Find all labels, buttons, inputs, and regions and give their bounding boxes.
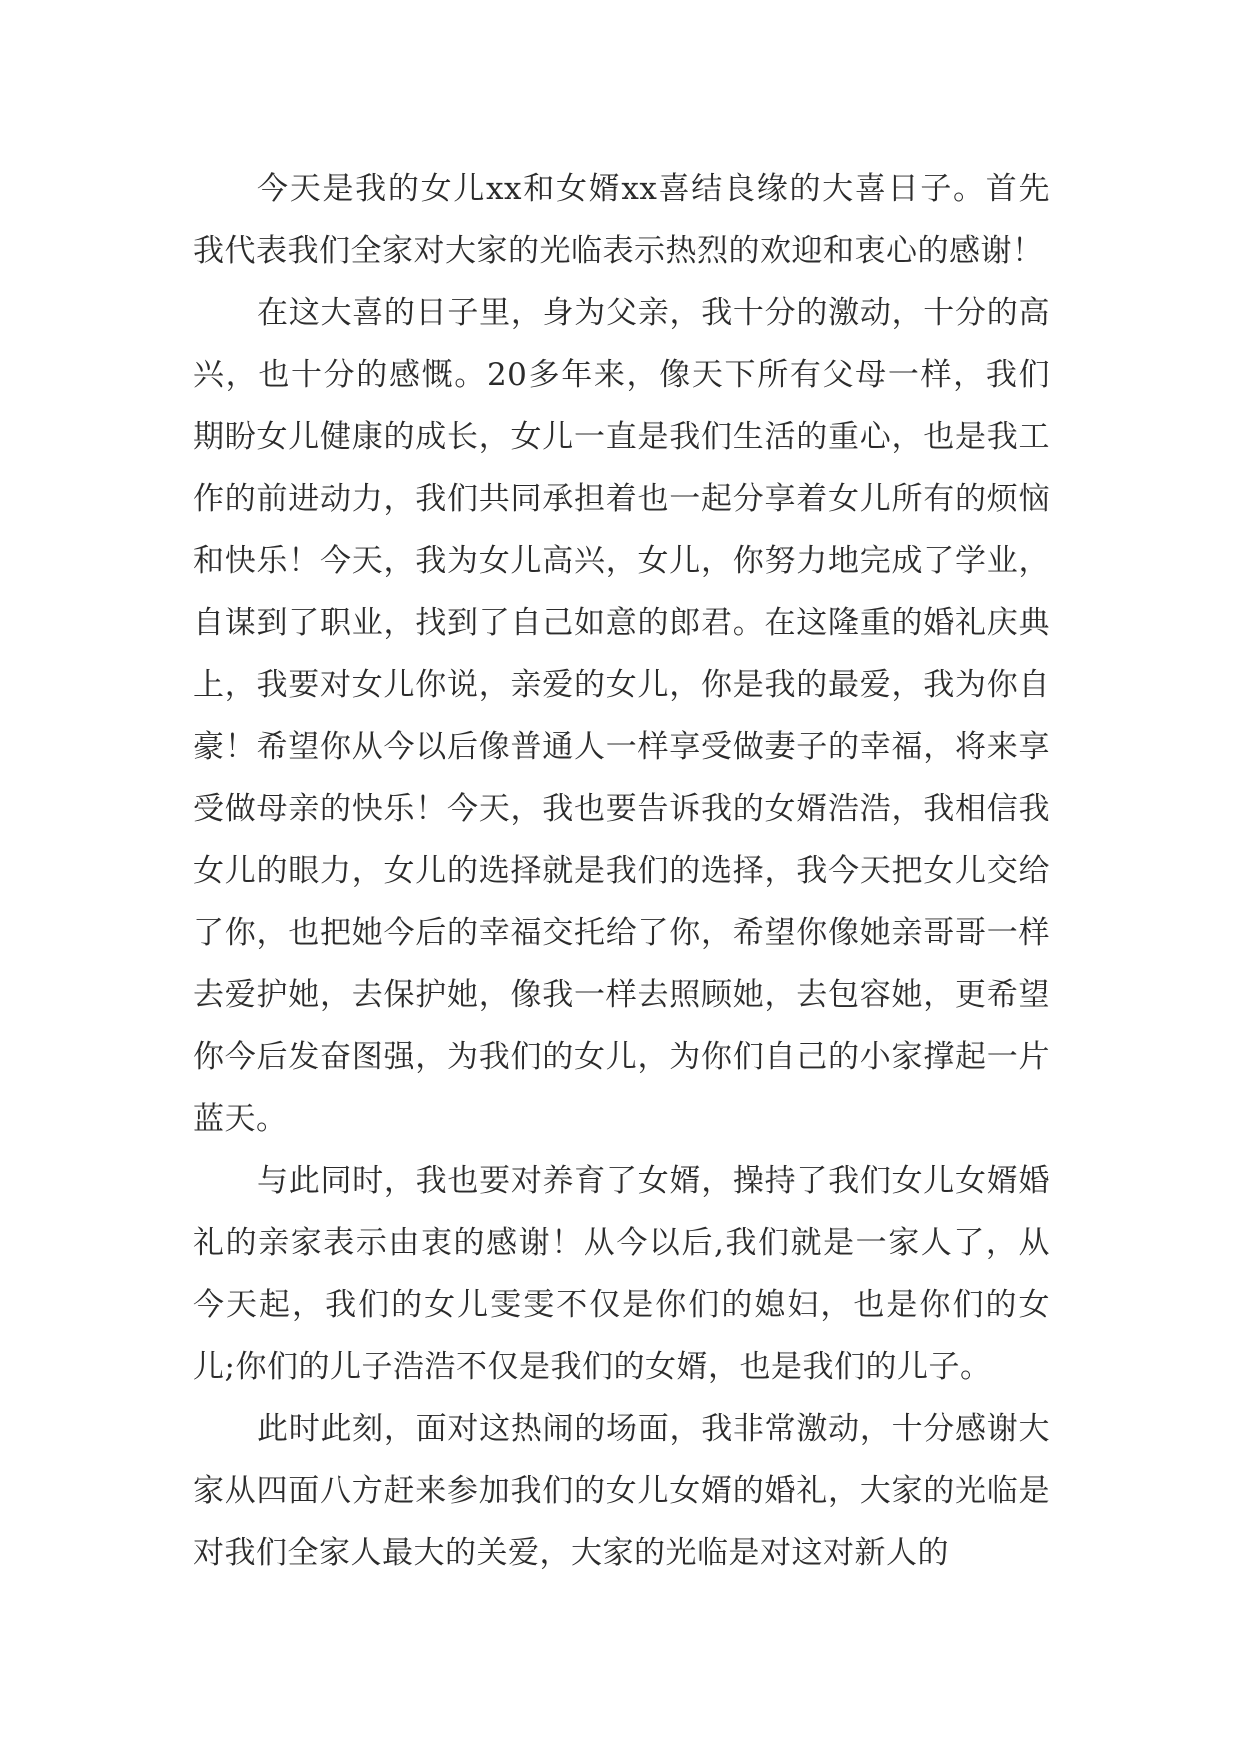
paragraph-2: 在这大喜的日子里，身为父亲，我十分的激动，十分的高兴，也十分的感慨。20多年来，像天下所有父母一样，我们期盼女儿健康的成长，女儿一直是我们生活的重心，也是我工作的前进动力，我们共同承担着也一起分享着女儿所有的烦恼和快乐！今天，我为女儿高兴，女儿，你努力地完成了学业，自谋到了职业，找到了自己如意的郎君。在这隆重的婚礼庆典上，我要对女儿你说，亲爱的女儿，你是我的最爱，我为你自豪！希望你从今以后像普通人一样享受做妻子的幸福，将来享受做母亲的快乐！今天，我也要告诉我的女婿浩浩，我相信我女儿的眼力，女儿的选择就是我们的选择，我今天把女儿交给了你，也把她今后的幸福交托给了你，希望你像她亲哥哥一样去爱护她，去保护她，像我一样去照顾她，去包容她，更希望你今后发奋图强，为我们的女儿，为你们自己的小家撑起一片蓝天。 xyxy=(193,295,1050,1137)
paragraph-3: 与此同时，我也要对养育了女婿，操持了我们女儿女婿婚礼的亲家表示由衷的感谢！从今以后,我们就是一家人了，从今天起，我们的女儿雯雯不仅是你们的媳妇，也是你们的女儿;你们的儿子浩浩不仅是我们的女婿，也是我们的儿子。 xyxy=(193,1163,1050,1385)
paragraph-4: 此时此刻，面对这热闹的场面，我非常激动，十分感谢大家从四面八方赶来参加我们的女儿女婿的婚礼，大家的光临是对我们全家人最大的关爱，大家的光临是对这对新人的 xyxy=(193,1411,1050,1571)
paragraph-1: 今天是我的女儿xx和女婿xx喜结良缘的大喜日子。首先我代表我们全家对大家的光临表示热烈的欢迎和衷心的感谢！ xyxy=(193,171,1050,269)
body-text xyxy=(193,158,1050,1584)
